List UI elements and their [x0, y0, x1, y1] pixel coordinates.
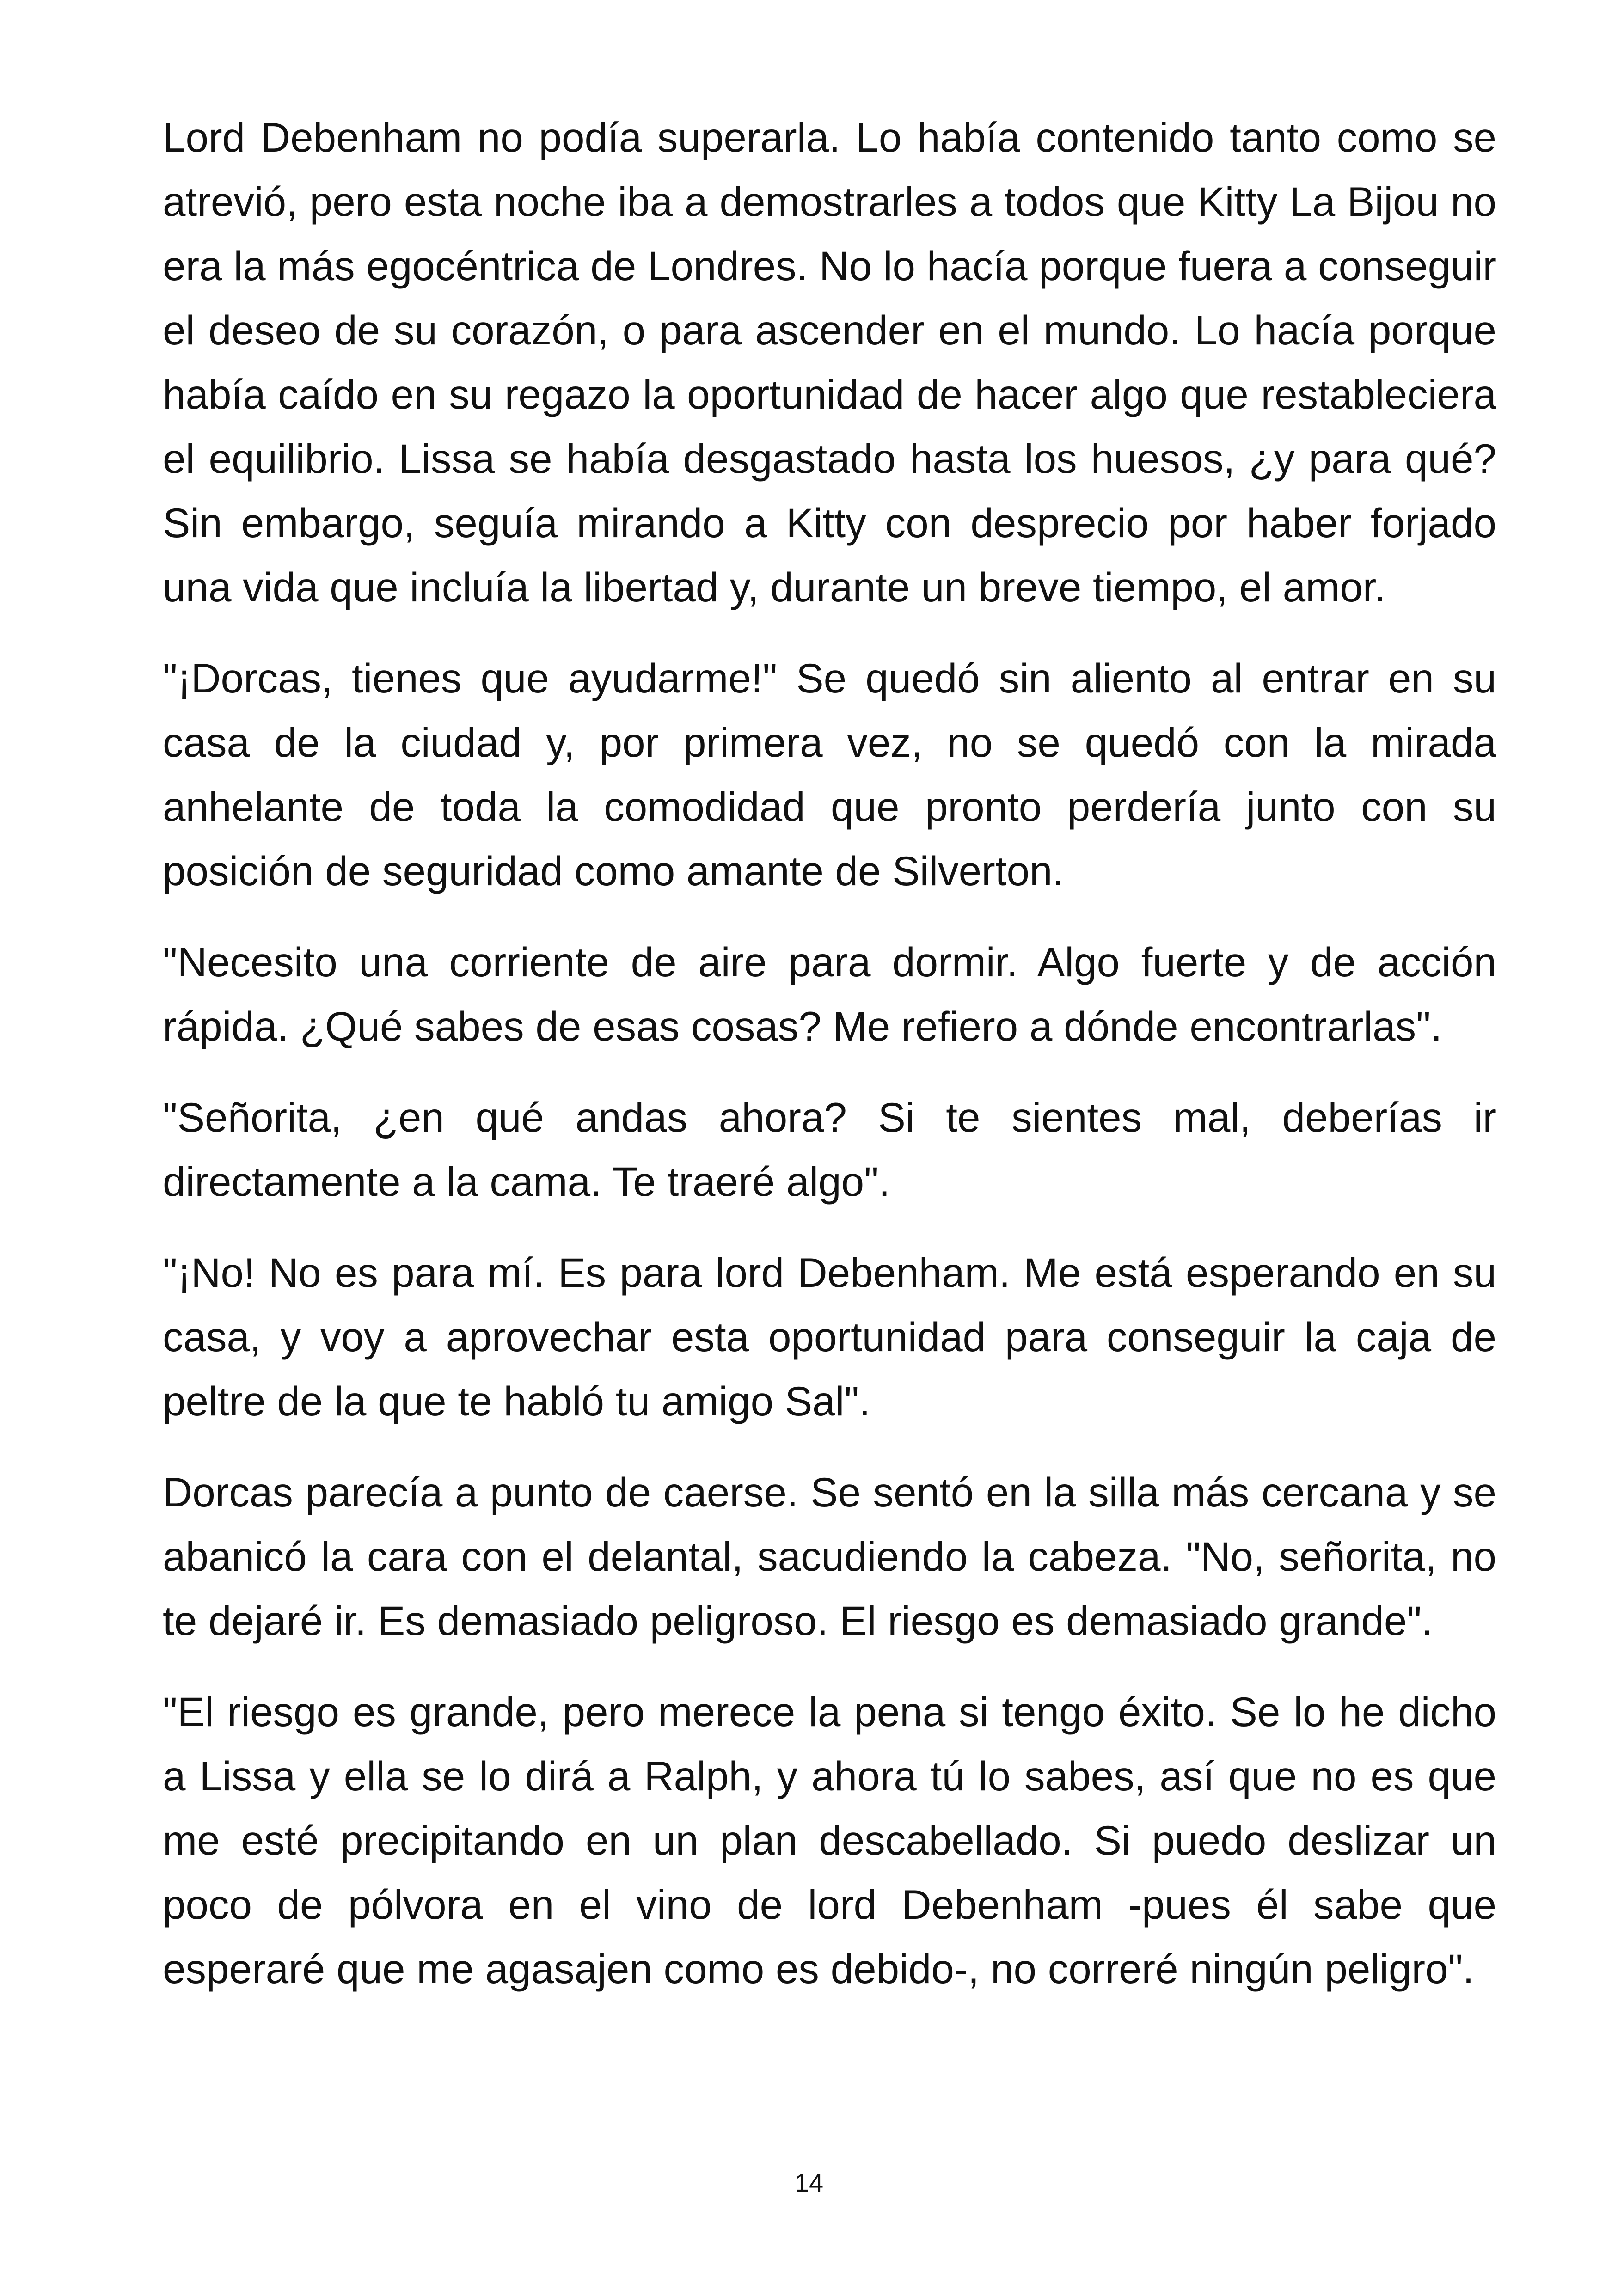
body-text [163, 105, 1496, 2028]
paragraph-1: Lord Debenham no podía superarla. Lo había contenido tanto como se atrevió, pero esta noche iba a demostrarles a todos que Kitty La Bijou no era la más egocéntrica de Londres. No lo hacía porque fuera a conseguir el deseo de su corazón, o para ascender en el mundo. Lo hacía porque había caído en su regazo la oportunidad de hacer algo que restableciera el equilibrio. Lissa se había desgastado hasta los huesos, ¿y para qué? Sin embargo, seguía mirando a Kitty con desprecio por haber forjado una vida que incluía la libertad y, durante un breve tiempo, el amor. [163, 114, 1496, 610]
paragraph-5: "¡No! No es para mí. Es para lord Debenham. Me está esperando en su casa, y voy a aprovechar esta oportunidad para conseguir la caja de peltre de la que te habló tu amigo Sal". [163, 1249, 1496, 1424]
paragraph-6: Dorcas parecía a punto de caerse. Se sentó en la silla más cercana y se abanicó la cara con el delantal, sacudiendo la cabeza. "No, señorita, no te dejaré ir. Es demasiado peligroso. El riesgo es demasiado grande". [163, 1469, 1496, 1644]
paragraph-3: "Necesito una corriente de aire para dormir. Algo fuerte y de acción rápida. ¿Qué sabes de esas cosas? Me refiero a dónde encontrarlas". [163, 939, 1496, 1049]
page-number: 14 [794, 2168, 824, 2197]
paragraph-4: "Señorita, ¿en qué andas ahora? Si te sientes mal, deberías ir directamente a la cama. Te traeré algo". [163, 1094, 1496, 1205]
paragraph-2: "¡Dorcas, tienes que ayudarme!" Se quedó sin aliento al entrar en su casa de la ciudad y, por primera vez, no se quedó con la mirada anhelante de toda la comodidad que pronto perdería junto con su posición de seguridad como amante de Silverton. [163, 655, 1496, 894]
paragraph-7: "El riesgo es grande, pero merece la pena si tengo éxito. Se lo he dicho a Lissa y ella se lo dirá a Ralph, y ahora tú lo sabes, así que no es que me esté precipitando en un plan descabellado. Si puedo deslizar un poco de pólvora en el vino de lord Debenham -pues él sabe que esperaré que me agasajen como es debido-, no correré ningún peligro". [163, 1689, 1496, 1992]
